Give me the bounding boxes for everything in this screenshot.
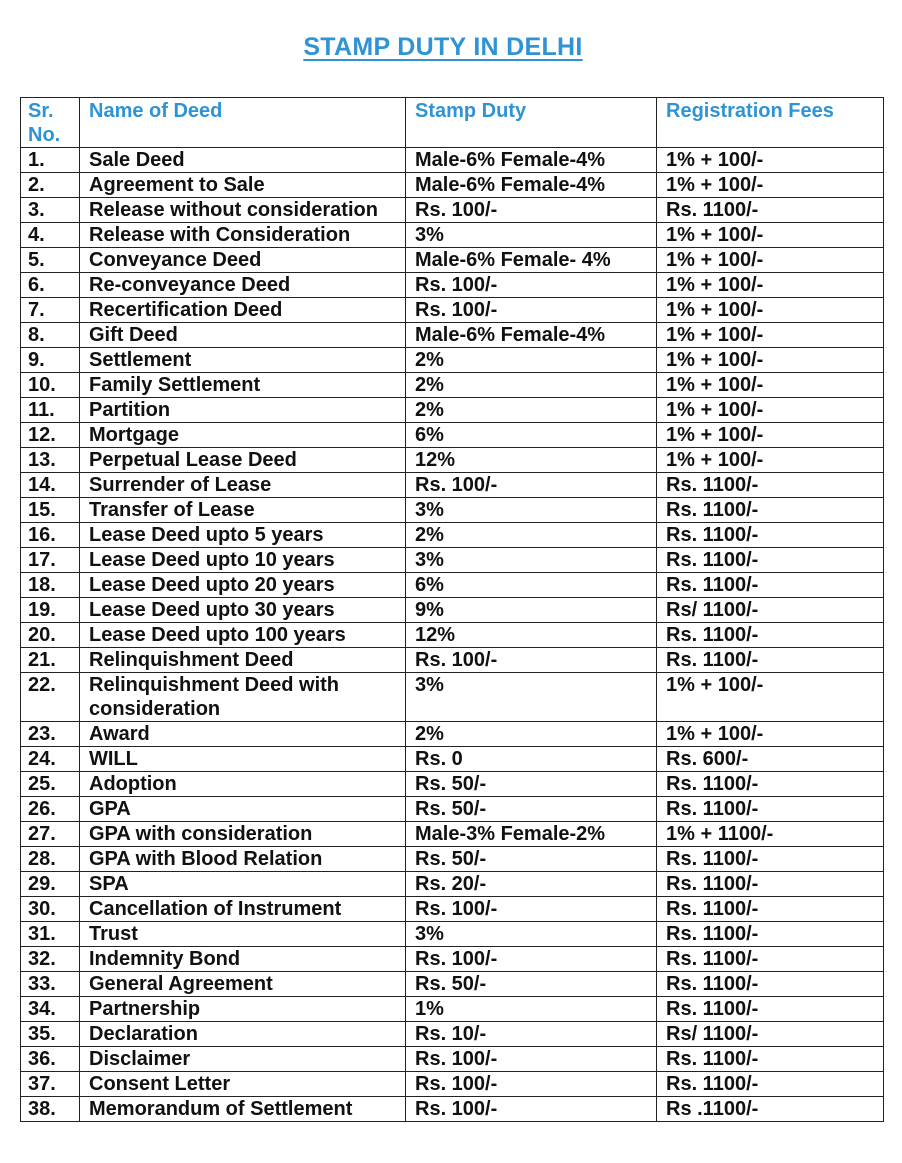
row-stamp-duty: Rs. 100/- [406, 273, 657, 298]
row-deed-name: Re-conveyance Deed [80, 273, 406, 298]
row-sr-no: 34. [21, 997, 80, 1022]
table-row [21, 1022, 884, 1047]
table-row [21, 248, 884, 273]
row-sr-no: 9. [21, 348, 80, 373]
row-sr-no: 11. [21, 398, 80, 423]
row-registration-fees: 1% + 100/- [657, 398, 884, 423]
row-registration-fees: Rs. 1100/- [657, 922, 884, 947]
row-deed-name: Award [80, 722, 406, 747]
row-deed-name: Sale Deed [80, 148, 406, 173]
row-stamp-duty: 12% [406, 448, 657, 473]
row-sr-no: 25. [21, 772, 80, 797]
table-row [21, 448, 884, 473]
row-sr-no: 31. [21, 922, 80, 947]
row-stamp-duty: 3% [406, 673, 657, 722]
row-registration-fees: Rs. 1100/- [657, 847, 884, 872]
row-deed-name: Gift Deed [80, 323, 406, 348]
row-deed-name: GPA [80, 797, 406, 822]
row-registration-fees: Rs. 1100/- [657, 997, 884, 1022]
row-registration-fees: Rs. 1100/- [657, 548, 884, 573]
row-stamp-duty: 2% [406, 373, 657, 398]
table-row [21, 872, 884, 897]
row-stamp-duty: 2% [406, 523, 657, 548]
row-stamp-duty: 2% [406, 348, 657, 373]
row-deed-name: Memorandum of Settlement [80, 1097, 406, 1122]
table-row [21, 273, 884, 298]
row-deed-name: Lease Deed upto 20 years [80, 573, 406, 598]
row-deed-name: Disclaimer [80, 1047, 406, 1072]
row-registration-fees: Rs. 1100/- [657, 523, 884, 548]
row-sr-no: 22. [21, 673, 80, 722]
table-row [21, 373, 884, 398]
row-deed-name: Adoption [80, 772, 406, 797]
row-stamp-duty: Rs. 100/- [406, 198, 657, 223]
table-row [21, 822, 884, 847]
header-stamp-duty: Stamp Duty [406, 98, 657, 148]
row-deed-name: Surrender of Lease [80, 473, 406, 498]
row-sr-no: 36. [21, 1047, 80, 1072]
row-sr-no: 14. [21, 473, 80, 498]
row-stamp-duty: 6% [406, 423, 657, 448]
row-registration-fees: 1% + 100/- [657, 323, 884, 348]
row-stamp-duty: Rs. 50/- [406, 847, 657, 872]
row-stamp-duty: Rs. 100/- [406, 1072, 657, 1097]
row-sr-no: 29. [21, 872, 80, 897]
row-sr-no: 16. [21, 523, 80, 548]
table-row [21, 423, 884, 448]
row-deed-name: SPA [80, 872, 406, 897]
row-registration-fees: 1% + 100/- [657, 298, 884, 323]
row-sr-no: 1. [21, 148, 80, 173]
row-deed-name: Indemnity Bond [80, 947, 406, 972]
row-sr-no: 23. [21, 722, 80, 747]
row-deed-name: Consent Letter [80, 1072, 406, 1097]
row-registration-fees: 1% + 100/- [657, 223, 884, 248]
row-deed-name: Recertification Deed [80, 298, 406, 323]
row-sr-no: 8. [21, 323, 80, 348]
row-deed-name: Agreement to Sale [80, 173, 406, 198]
row-sr-no: 10. [21, 373, 80, 398]
table-row [21, 997, 884, 1022]
row-deed-name: Lease Deed upto 100 years [80, 623, 406, 648]
row-deed-name: Transfer of Lease [80, 498, 406, 523]
row-stamp-duty: 3% [406, 498, 657, 523]
row-deed-name: Lease Deed upto 10 years [80, 548, 406, 573]
row-sr-no: 20. [21, 623, 80, 648]
table-row [21, 1047, 884, 1072]
row-deed-name: Trust [80, 922, 406, 947]
table-row [21, 673, 884, 722]
row-deed-name: WILL [80, 747, 406, 772]
row-stamp-duty: Rs. 50/- [406, 797, 657, 822]
stamp-duty-table [20, 97, 884, 1122]
table-row [21, 922, 884, 947]
row-registration-fees: 1% + 100/- [657, 273, 884, 298]
row-sr-no: 26. [21, 797, 80, 822]
table-row [21, 573, 884, 598]
row-deed-name: Family Settlement [80, 373, 406, 398]
table-header-row [21, 98, 884, 148]
row-sr-no: 38. [21, 1097, 80, 1122]
row-registration-fees: 1% + 100/- [657, 148, 884, 173]
row-registration-fees: 1% + 100/- [657, 348, 884, 373]
row-deed-name: Mortgage [80, 423, 406, 448]
row-registration-fees: Rs. 1100/- [657, 972, 884, 997]
row-stamp-duty: Rs. 10/- [406, 1022, 657, 1047]
row-sr-no: 12. [21, 423, 80, 448]
row-registration-fees: Rs/ 1100/- [657, 1022, 884, 1047]
row-deed-name: Settlement [80, 348, 406, 373]
header-sr-no: Sr. No. [21, 98, 80, 148]
row-sr-no: 15. [21, 498, 80, 523]
row-sr-no: 27. [21, 822, 80, 847]
row-stamp-duty: Male-6% Female-4% [406, 173, 657, 198]
row-sr-no: 18. [21, 573, 80, 598]
row-registration-fees: Rs. 1100/- [657, 1047, 884, 1072]
row-stamp-duty: Rs. 100/- [406, 1097, 657, 1122]
row-registration-fees: 1% + 100/- [657, 173, 884, 198]
row-registration-fees: Rs .1100/- [657, 1097, 884, 1122]
row-registration-fees: 1% + 100/- [657, 373, 884, 398]
row-registration-fees: Rs. 1100/- [657, 473, 884, 498]
row-registration-fees: Rs. 1100/- [657, 772, 884, 797]
row-sr-no: 35. [21, 1022, 80, 1047]
table-row [21, 473, 884, 498]
row-stamp-duty: Rs. 100/- [406, 298, 657, 323]
row-registration-fees: 1% + 100/- [657, 423, 884, 448]
row-sr-no: 17. [21, 548, 80, 573]
row-registration-fees: Rs. 1100/- [657, 498, 884, 523]
row-stamp-duty: Male-3% Female-2% [406, 822, 657, 847]
row-stamp-duty: Rs. 100/- [406, 897, 657, 922]
row-stamp-duty: 3% [406, 223, 657, 248]
row-registration-fees: 1% + 100/- [657, 722, 884, 747]
table-row [21, 972, 884, 997]
row-sr-no: 13. [21, 448, 80, 473]
table-row [21, 323, 884, 348]
table-row [21, 1072, 884, 1097]
table-row [21, 1097, 884, 1122]
row-sr-no: 7. [21, 298, 80, 323]
row-sr-no: 37. [21, 1072, 80, 1097]
row-stamp-duty: Male-6% Female-4% [406, 323, 657, 348]
row-deed-name: Lease Deed upto 5 years [80, 523, 406, 548]
row-registration-fees: Rs. 1100/- [657, 872, 884, 897]
row-deed-name: Cancellation of Instrument [80, 897, 406, 922]
row-registration-fees: Rs. 1100/- [657, 947, 884, 972]
table-row [21, 223, 884, 248]
row-stamp-duty: 3% [406, 548, 657, 573]
row-sr-no: 28. [21, 847, 80, 872]
row-registration-fees: Rs. 1100/- [657, 573, 884, 598]
row-deed-name: Release with Consideration [80, 223, 406, 248]
table-row [21, 498, 884, 523]
row-stamp-duty: 3% [406, 922, 657, 947]
row-sr-no: 33. [21, 972, 80, 997]
row-deed-name: Conveyance Deed [80, 248, 406, 273]
row-sr-no: 5. [21, 248, 80, 273]
table-row [21, 348, 884, 373]
row-stamp-duty: 1% [406, 997, 657, 1022]
table-row [21, 598, 884, 623]
table-row [21, 548, 884, 573]
row-stamp-duty: 6% [406, 573, 657, 598]
row-registration-fees: Rs. 600/- [657, 747, 884, 772]
row-stamp-duty: 2% [406, 398, 657, 423]
row-stamp-duty: Rs. 50/- [406, 972, 657, 997]
table-row [21, 148, 884, 173]
header-name-of-deed: Name of Deed [80, 98, 406, 148]
row-stamp-duty: Male-6% Female-4% [406, 148, 657, 173]
row-sr-no: 21. [21, 648, 80, 673]
row-registration-fees: Rs. 1100/- [657, 648, 884, 673]
table-row [21, 398, 884, 423]
row-deed-name: Partition [80, 398, 406, 423]
table-row [21, 298, 884, 323]
row-stamp-duty: Rs. 100/- [406, 947, 657, 972]
table-row [21, 722, 884, 747]
table-row [21, 173, 884, 198]
row-deed-name: GPA with Blood Relation [80, 847, 406, 872]
header-registration-fees: Registration Fees [657, 98, 884, 148]
row-deed-name: Relinquishment Deed with consideration [80, 673, 406, 722]
row-sr-no: 19. [21, 598, 80, 623]
row-deed-name: GPA with consideration [80, 822, 406, 847]
row-registration-fees: Rs. 1100/- [657, 1072, 884, 1097]
row-deed-name: Declaration [80, 1022, 406, 1047]
row-registration-fees: Rs. 1100/- [657, 897, 884, 922]
table-row [21, 198, 884, 223]
row-stamp-duty: 9% [406, 598, 657, 623]
row-registration-fees: Rs. 1100/- [657, 198, 884, 223]
table-row [21, 772, 884, 797]
row-deed-name: Lease Deed upto 30 years [80, 598, 406, 623]
row-registration-fees: 1% + 1100/- [657, 822, 884, 847]
row-registration-fees: Rs. 1100/- [657, 797, 884, 822]
row-registration-fees: 1% + 100/- [657, 448, 884, 473]
table-row [21, 648, 884, 673]
row-sr-no: 4. [21, 223, 80, 248]
row-deed-name: General Agreement [80, 972, 406, 997]
row-stamp-duty: Rs. 50/- [406, 772, 657, 797]
page-title: STAMP DUTY IN DELHI [303, 33, 583, 61]
row-registration-fees: Rs. 1100/- [657, 623, 884, 648]
row-sr-no: 30. [21, 897, 80, 922]
row-sr-no: 2. [21, 173, 80, 198]
row-registration-fees: 1% + 100/- [657, 248, 884, 273]
row-stamp-duty: Male-6% Female- 4% [406, 248, 657, 273]
row-deed-name: Relinquishment Deed [80, 648, 406, 673]
table-row [21, 947, 884, 972]
table-row [21, 747, 884, 772]
row-deed-name: Perpetual Lease Deed [80, 448, 406, 473]
row-stamp-duty: Rs. 0 [406, 747, 657, 772]
row-sr-no: 3. [21, 198, 80, 223]
row-sr-no: 32. [21, 947, 80, 972]
table-row [21, 623, 884, 648]
row-stamp-duty: Rs. 100/- [406, 648, 657, 673]
row-deed-name: Partnership [80, 997, 406, 1022]
table-row [21, 897, 884, 922]
row-stamp-duty: Rs. 20/- [406, 872, 657, 897]
row-stamp-duty: Rs. 100/- [406, 473, 657, 498]
table-row [21, 523, 884, 548]
table-row [21, 797, 884, 822]
row-stamp-duty: 2% [406, 722, 657, 747]
row-sr-no: 6. [21, 273, 80, 298]
row-deed-name: Release without consideration [80, 198, 406, 223]
row-sr-no: 24. [21, 747, 80, 772]
row-stamp-duty: Rs. 100/- [406, 1047, 657, 1072]
row-registration-fees: Rs/ 1100/- [657, 598, 884, 623]
table-row [21, 847, 884, 872]
row-registration-fees: 1% + 100/- [657, 673, 884, 722]
row-stamp-duty: 12% [406, 623, 657, 648]
